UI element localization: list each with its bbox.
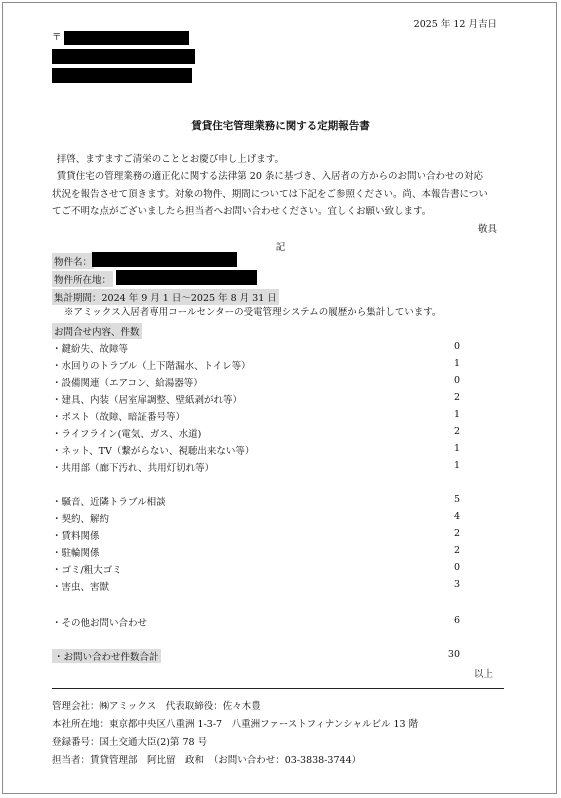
property-address-label: 物件所在地： <box>52 271 113 287</box>
inquiry-row: ・賃料関係 2 <box>52 528 460 542</box>
postal-mark: 〒 <box>52 32 62 43</box>
report-date: 2025 年 12 月吉日 <box>413 19 497 30</box>
footer-company: 管理会社：㈱アミックス 代表取締役：佐々木豊 <box>52 701 261 712</box>
redacted-property-name <box>92 252 237 267</box>
report-title: 賃貸住宅管理業務に関する定期報告書 <box>191 120 370 132</box>
closing-keigu: 敬具 <box>477 224 497 235</box>
inquiry-row: ・契約、解約 4 <box>52 511 460 525</box>
inquiry-row: ・建具、内装（居室扉調整、壁紙剥がれ等） 2 <box>52 392 460 406</box>
inquiry-row: ・ゴミ/粗大ゴミ 0 <box>52 562 460 576</box>
inquiry-row: ・共用部（廊下汚れ、共用灯切れ等） 1 <box>52 460 460 474</box>
redacted-property-address <box>116 270 257 285</box>
closing-ijo: 以上 <box>473 669 493 680</box>
ki-mark: 記 <box>275 242 286 253</box>
intro-greeting: 拝啓、ますますご清栄のこととお慶び申し上げます。 <box>56 154 284 165</box>
source-note: ※アミックス入居者専用コールセンターの受電管理システムの履歴から集計しています。 <box>64 307 442 318</box>
inquiry-row: ・ネット、TV（繋がらない、視聴出来ない等） 1 <box>52 443 460 457</box>
inquiry-row: ・設備関連（エアコン、給湯器等） 0 <box>52 375 460 389</box>
inquiry-row: ・害虫、害獣 3 <box>52 579 460 593</box>
aggregation-period: 集計期間：2024 年 9 月 1 日～2025 年 8 月 31 日 <box>52 289 279 305</box>
inquiry-row: ・駐輪関係 2 <box>52 545 460 559</box>
property-name-label: 物件名： <box>52 253 94 269</box>
inquiry-total-count: 30 <box>447 649 460 660</box>
footer-contact: 担当者：賃貸管理部 阿比留 政和 （お問い合わせ：03-3838-3744） <box>52 755 362 766</box>
inquiry-row: ・鍵紛失、故障等 0 <box>52 341 460 355</box>
redacted-recipient <box>52 68 192 83</box>
intro-body: 賃貸住宅の管理業務の適正化に関する法律第 20 条に基づき、入居者の方からのお問い合わせの対応状況を報告させて頂きます。対象の物件、期間については下記をご参照ください。尚、本報告書についてご不明な点がございましたら担当者へお問い合わせください。宜しくお願い致します。 <box>52 171 488 218</box>
redacted-postal-code <box>64 31 189 45</box>
inquiry-row: ・騒音、近隣トラブル相談 5 <box>52 494 460 508</box>
inquiry-row: ・ポスト（故障、暗証番号等） 1 <box>52 409 460 423</box>
redacted-address <box>52 49 195 64</box>
inquiry-row: ・その他お問い合わせ 6 <box>52 615 460 629</box>
footer-registration: 登録番号：国土交通大臣(2)第 78 号 <box>52 737 208 748</box>
footer-divider <box>52 688 504 689</box>
inquiry-row: ・水回りのトラブル（上下階漏水、トイレ等） 1 <box>52 358 460 372</box>
footer-head-office: 本社所在地：東京都中央区八重洲 1-3-7 八重洲ファーストフィナンシャルビル 13 階 <box>52 719 419 730</box>
inquiry-header: お問合せ内容、件数 <box>52 323 142 339</box>
intro-paragraph <box>52 151 492 221</box>
inquiry-total-label: ・お問い合わせ件数合計 <box>52 649 161 663</box>
inquiry-total-row <box>52 649 460 665</box>
inquiry-row: ・ライフライン(電気、ガス、水道) 2 <box>52 426 460 440</box>
